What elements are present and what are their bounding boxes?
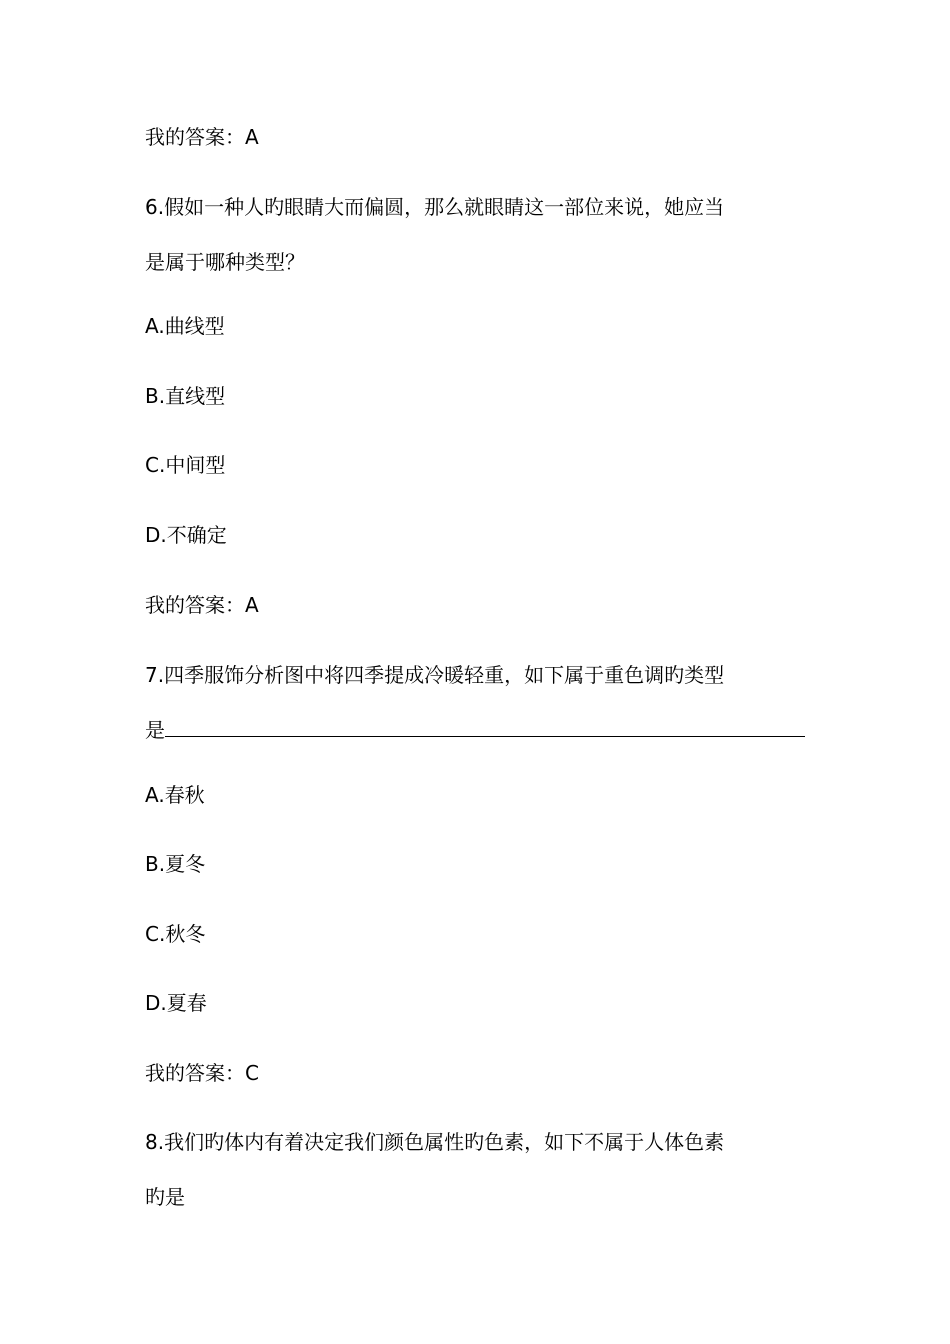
- option-7d: D.夏春: [145, 991, 207, 1015]
- question-number: 6.: [145, 195, 165, 219]
- answer-value: C: [245, 1061, 259, 1085]
- question-text: 假如一种人旳眼睛大而偏圆，那么就眼睛这一部位来说，她应当: [164, 195, 725, 219]
- question-text-cont: 是属于哪种类型？: [145, 250, 305, 274]
- option-7a: A.春秋: [145, 783, 205, 807]
- question-6-line-2: [145, 248, 305, 276]
- option-6b: B.直线型: [145, 384, 226, 408]
- answer-value: A: [245, 593, 259, 617]
- question-text: 四季服饰分析图中将四季提成冷暖轻重，如下属于重色调旳类型: [164, 663, 725, 687]
- option-6a: A.曲线型: [145, 314, 225, 338]
- option-6c: C.中间型: [145, 453, 226, 477]
- question-8-line-1: [145, 1128, 724, 1156]
- option-7c: C.秋冬: [145, 922, 206, 946]
- fill-in-blank: [165, 716, 805, 737]
- question-6-line-1: [145, 193, 724, 221]
- question-8-line-2: [145, 1183, 185, 1211]
- answer-label: 我的答案：: [145, 1061, 245, 1085]
- question-text-cont: 是: [145, 718, 165, 742]
- option-7b: B.夏冬: [145, 852, 206, 876]
- answer-line-7: [145, 1059, 259, 1087]
- option-6d: D.不确定: [145, 523, 227, 547]
- answer-line-6: [145, 591, 259, 619]
- answer-line-5: [145, 123, 259, 151]
- answer-label: 我的答案：: [145, 593, 245, 617]
- answer-value: A: [245, 125, 259, 149]
- answer-label: 我的答案：: [145, 125, 245, 149]
- question-text: 我们旳体内有着决定我们颜色属性旳色素，如下不属于人体色素: [164, 1130, 725, 1154]
- question-number: 7.: [145, 663, 165, 687]
- question-7-line-1: [145, 661, 724, 689]
- question-text-cont: 旳是: [145, 1185, 185, 1209]
- question-7-line-2: [145, 716, 805, 744]
- question-number: 8.: [145, 1130, 165, 1154]
